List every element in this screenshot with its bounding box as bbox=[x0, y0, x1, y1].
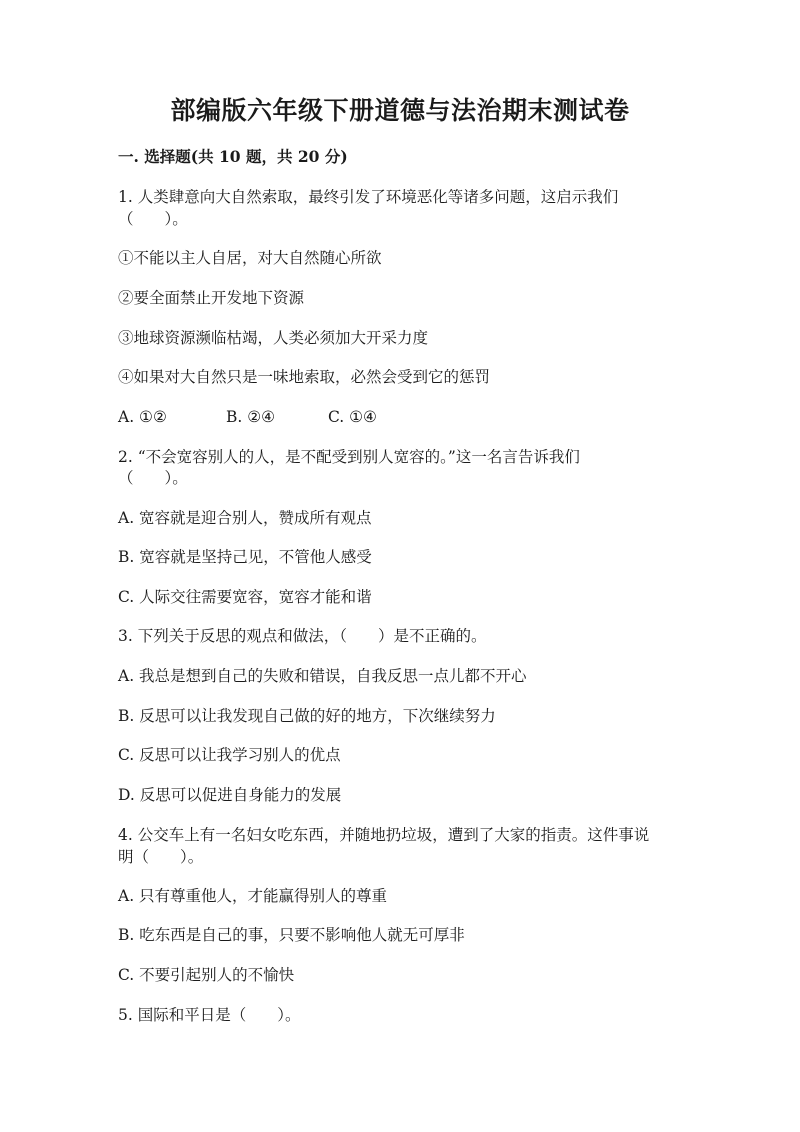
question-3-option-b: B. 反思可以让我发现自己做的好的地方，下次继续努力 bbox=[118, 707, 496, 725]
question-3-option-a: A. 我总是想到自己的失败和错误，自我反思一点儿都不开心 bbox=[118, 667, 527, 685]
question-5-stem: 5. 国际和平日是（ ）。 bbox=[118, 1006, 301, 1024]
question-1-statement-2: ②要全面禁止开发地下资源 bbox=[118, 289, 305, 307]
question-4-stem-line-2: 明（ ）。 bbox=[118, 848, 204, 866]
question-1-option-a: A. ①② bbox=[118, 408, 167, 426]
question-1-option-c: C. ①④ bbox=[328, 408, 377, 426]
question-2-option-a: A. 宽容就是迎合别人，赞成所有观点 bbox=[118, 509, 372, 527]
question-2-stem-line-1: 2. “不会宽容别人的人，是不配受到别人宽容的。”这一名言告诉我们 bbox=[118, 448, 580, 466]
question-4-option-a: A. 只有尊重他人，才能赢得别人的尊重 bbox=[118, 887, 388, 905]
question-1-option-b: B. ②④ bbox=[226, 408, 276, 426]
question-1-stem-line-2: （ ）。 bbox=[118, 210, 188, 228]
section-heading: 一. 选择题(共 10 题，共 20 分) bbox=[118, 147, 348, 166]
question-1-options bbox=[118, 406, 377, 428]
question-4-option-c: C. 不要引起别人的不愉快 bbox=[118, 966, 295, 984]
question-1-statement-4: ④如果对大自然只是一味地索取，必然会受到它的惩罚 bbox=[118, 368, 491, 386]
page-title: 部编版六年级下册道德与法治期末测试卷 bbox=[170, 96, 630, 125]
question-4-option-b: B. 吃东西是自己的事，只要不影响他人就无可厚非 bbox=[118, 926, 465, 944]
question-1-stem-line-1: 1. 人类肆意向大自然索取，最终引发了环境恶化等诸多问题，这启示我们 bbox=[118, 188, 619, 206]
question-3-option-c: C. 反思可以让我学习别人的优点 bbox=[118, 746, 341, 764]
question-3-stem: 3. 下列关于反思的观点和做法，（ ）是不正确的。 bbox=[118, 627, 487, 645]
question-1-statement-3: ③地球资源濒临枯竭，人类必须加大开采力度 bbox=[118, 329, 429, 347]
question-2-option-c: C. 人际交往需要宽容，宽容才能和谐 bbox=[118, 588, 372, 606]
question-2-stem-line-2: （ ）。 bbox=[118, 469, 188, 487]
question-3-option-d: D. 反思可以促进自身能力的发展 bbox=[118, 786, 342, 804]
question-4-stem-line-1: 4. 公交车上有一名妇女吃东西，并随地扔垃圾，遭到了大家的指责。这件事说 bbox=[118, 826, 650, 844]
question-1-statement-1: ①不能以主人自居，对大自然随心所欲 bbox=[118, 249, 382, 267]
question-2-option-b: B. 宽容就是坚持己见，不管他人感受 bbox=[118, 548, 372, 566]
